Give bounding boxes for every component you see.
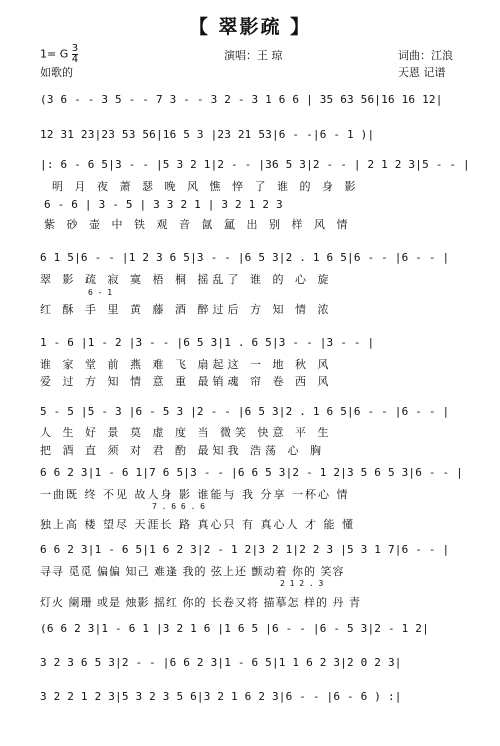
score-row: 3 2 3 6 5 3|2 - - |6 6 2 3|1 - 6 5|1 1 6 2 3|2 0 2 3| (40, 656, 402, 669)
score-row: 6 6 2 3|1 - 6 5|1 6 2 3|2 - 1 2|3 2 1|2 2 3 |5 3 1 7|6 - - | (40, 543, 450, 556)
score-row: 3 2 2 1 2 3|5 3 2 3 5 6|3 2 1 6 2 3|6 - - |6 - 6 ) :| (40, 690, 402, 703)
lyric-line: 把 酒 直 须 对 君 酌 最知我 浩荡 心 胸 (40, 444, 325, 457)
tempo-marking: 如歌的 (40, 66, 73, 79)
score-row: 5 - 5 |5 - 3 |6 - 5 3 |2 - - |6 5 3|2 . 1 6 5|6 - - |6 - - | (40, 405, 450, 418)
lyric-line: 翠 影 疏 寂 寞 梧 桐 摇乱了 谁 的 心 旋 (40, 273, 333, 286)
alt-notes: 7 . 6 6 . 6 (152, 502, 205, 511)
alt-notes: 2 1 2 . 3 (280, 579, 324, 588)
score-row: 1 - 6 |1 - 2 |3 - - |6 5 3|1 . 6 5|3 - - |3 - - | (40, 336, 375, 349)
score-row: (6 6 2 3|1 - 6 1 |3 2 1 6 |1 6 5 |6 - - |6 - 5 3|2 - 1 2| (40, 622, 429, 635)
singer-credit: 演唱：王 琼 (224, 49, 283, 62)
lyric-line: 寻寻 觅觅 偏偏 知己 难逢 我的 弦上还 颤动着 你的 笑容 (40, 565, 345, 578)
score-row: 6 1 5|6 - - |1 2 3 6 5|3 - - |6 5 3|2 . 1 6 5|6 - - |6 - - | (40, 251, 450, 264)
lyric-line: 紫 砂 壶 中 铁 观 音 氤 氲 出 别 样 风 情 (44, 218, 352, 231)
score-row: 6 - 6 | 3 - 5 | 3 3 2 1 | 3 2 1 2 3 (44, 198, 283, 211)
time-signature: $\frac{3}{4}$ (71, 43, 79, 65)
lyric-line: 一曲既 终 不见 故人身 影 谁能与 我 分享 一杯心 情 (40, 488, 350, 501)
lyric-line: 明 月 夜 萧 瑟 晚 风 憔 悴 了 谁 的 身 影 (52, 180, 360, 193)
song-title: 【 翠影疏 】 (188, 16, 312, 38)
score-row: 6 6 2 3|1 - 6 1|7 6 5|3 - - |6 6 5 3|2 - 1 2|3 5 6 5 3|6 - - | (40, 466, 463, 479)
lyric-line: 红 酥 手 里 黄 藤 酒 醉过后 方 知 情 浓 (40, 303, 333, 316)
lyric-line: 爱 过 方 知 情 意 重 最销魂 帘 卷 西 风 (40, 375, 333, 388)
alt-notes: 6 - 1 (88, 288, 113, 297)
lyric-line: 独上高 楼 望尽 天涯长 路 真心只 有 真心人 才 能 懂 (40, 518, 355, 531)
score-row: |: 6 - 6 5|3 - - |5 3 2 1|2 - - |36 5 3|2 - - | 2 1 2 3|5 - - | (40, 158, 470, 171)
score-row: 12 31 23|23 53 56|16 5 3 |23 21 53|6 - -|6 - 1 )| (40, 128, 375, 141)
lyric-line: 灯火 阑珊 或是 烛影 摇红 你的 长卷又将 描摹怎 样的 丹 青 (40, 596, 361, 609)
score-row: (3 6 - - 3 5 - - 7 3 - - 3 2 - 3 1 6 6 | 35 63 56|16 16 12| (40, 93, 443, 106)
lyricist-credit: 词曲：江浪 (398, 49, 453, 62)
key-label: 1= G (40, 47, 69, 61)
transcriber-credit: 天恩 记谱 (398, 66, 446, 79)
lyric-line: 人 生 好 景 莫 虚 度 当 微笑 快意 平 生 (40, 426, 333, 439)
key-signature (40, 44, 78, 65)
lyric-line: 谁 家 堂 前 燕 难 飞 扇起这 一 地 秋 风 (40, 358, 333, 371)
